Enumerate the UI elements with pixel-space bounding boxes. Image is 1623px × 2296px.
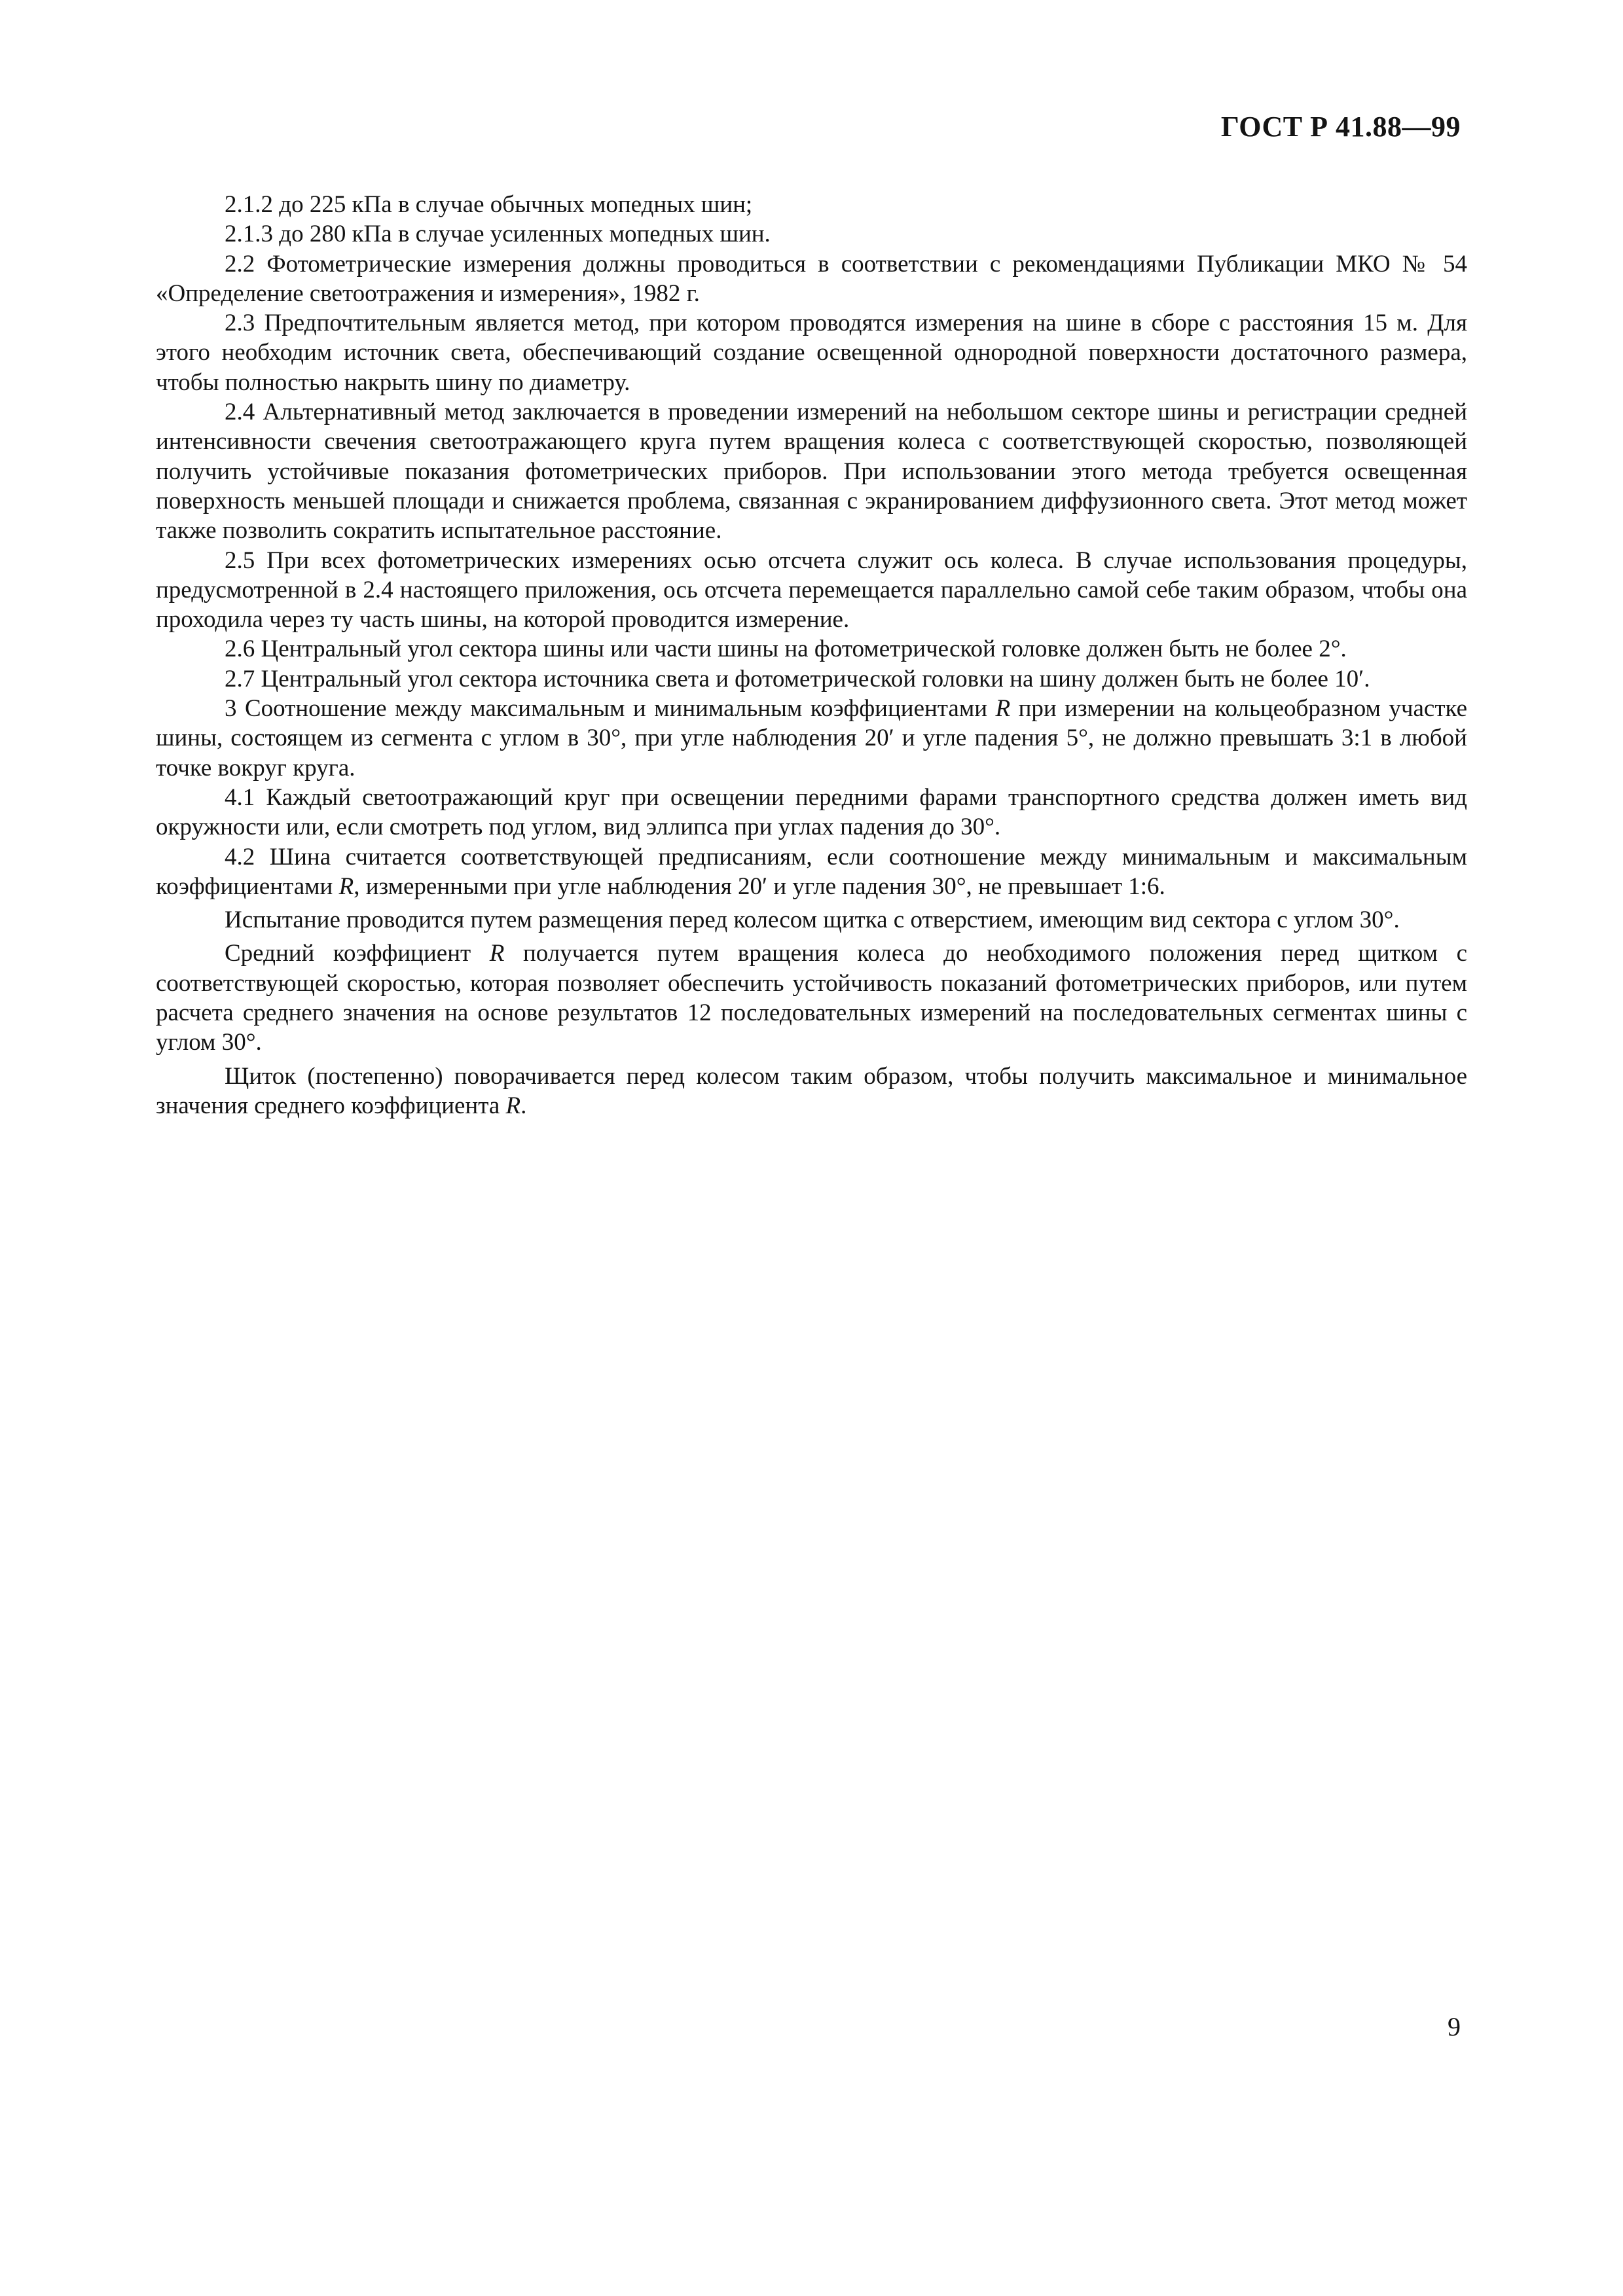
coefficient-r: R — [995, 695, 1011, 723]
paragraph-3 — [156, 694, 1467, 783]
coefficient-r: R — [505, 1092, 521, 1119]
coefficient-r: R — [338, 872, 354, 900]
paragraph-3-text-before: 3 Соотношение между максимальным и минимальным коэффициентами — [225, 695, 996, 723]
paragraph-2-1-2: 2.1.2 до 225 кПа в случае обычных мопедных шин; — [225, 191, 753, 218]
paragraph-4-2-text-before: 4.2 Шина считается соответствующей предписаниям, если соотношение между минимальным и максимальным коэффициентами — [156, 843, 1467, 900]
paragraph-shield-text-after: . — [520, 1092, 527, 1119]
paragraph-2-4: 2.4 Альтернативный метод заключается в проведении измерений на небольшом секторе шины и регистрации средней интенсивности свечения светоотражающего круга путем вращения колеса с соответствующей скоростью, позволяющей получить устойчивые показания фотометрических приборов. При использовании этого метода требуется освещенная поверхность меньшей площади и снижается проблема, связанная с экранированием диффузионного света. Этот метод может также позволить сократить испытательное расстояние. — [156, 399, 1467, 545]
paragraph-2-3: 2.3 Предпочтительным является метод, при котором проводятся измерения на шине в сборе с расстояния 15 м. Для этого необходим источник света, обеспечивающий создание освещенной однородной поверхности достаточного размера, чтобы полностью накрыть шину по диаметру. — [156, 310, 1467, 396]
paragraph-4-2-text-after: , измеренными при угле наблюдения 20′ и угле падения 30°, не превышает 1:6. — [354, 872, 1165, 900]
paragraph-average-text-before: Средний коэффициент — [225, 940, 490, 967]
paragraph-2-6: 2.6 Центральный угол сектора шины или части шины на фотометрической головке должен быть не более 2°. — [225, 636, 1347, 663]
page-number: 9 — [1448, 2012, 1461, 2041]
paragraph-shield-rotation — [156, 1062, 1467, 1121]
paragraph-shield-text-before: Щиток (постепенно) поворачивается перед колесом таким образом, чтобы получить максимальное и минимальное значения среднего коэффициента — [156, 1062, 1467, 1119]
paragraph-average-coefficient — [156, 939, 1467, 1057]
paragraph-2-5: 2.5 При всех фотометрических измерениях осью отсчета служит ось колеса. В случае использования процедуры, предусмотренной в 2.4 настоящего приложения, ось отсчета перемещается параллельно самой себе таким образом, чтобы она проходила через ту часть шины, на которой проводится измерение. — [156, 547, 1467, 634]
paragraph-2-7: 2.7 Центральный угол сектора источника света и фотометрической головки на шину должен быть не более 10′. — [225, 665, 1370, 692]
paragraph-test-description: Испытание проводится путем размещения перед колесом щитка с отверстием, имеющим вид сектора с углом 30°. — [225, 906, 1400, 934]
paragraph-3-text-after: при измерении на кольцеобразном участке шины, состоящем из сегмента с углом в 30°, при угле наблюдения 20′ и угле падения 5°, не должно превышать 3:1 в любой точке вокруг круга. — [156, 695, 1467, 781]
document-id-header: ГОСТ Р 41.88—99 — [1220, 111, 1461, 143]
coefficient-r: R — [489, 940, 505, 967]
paragraph-2-1-3: 2.1.3 до 280 кПа в случае усиленных мопедных шин. — [225, 221, 771, 248]
paragraph-2-2: 2.2 Фотометрические измерения должны проводиться в соответствии с рекомендациями Публикации МКО № 54 «Определение светоотражения и измерения», 1982 г. — [156, 250, 1467, 307]
paragraph-4-2 — [156, 842, 1467, 902]
document-body — [156, 190, 1467, 1121]
paragraph-average-text-after: получается путем вращения колеса до необходимого положения перед щитком с соответствующей скоростью, которая позволяет обеспечить устойчивость показаний фотометрических приборов, или путем расчета среднего значения на основе результатов 12 последовательных измерений на последовательных сегментах шины с углом 30°. — [156, 940, 1467, 1056]
paragraph-4-1: 4.1 Каждый светоотражающий круг при освещении передними фарами транспортного средства должен иметь вид окружности или, если смотреть под углом, вид эллипса при углах падения до 30°. — [156, 783, 1467, 841]
